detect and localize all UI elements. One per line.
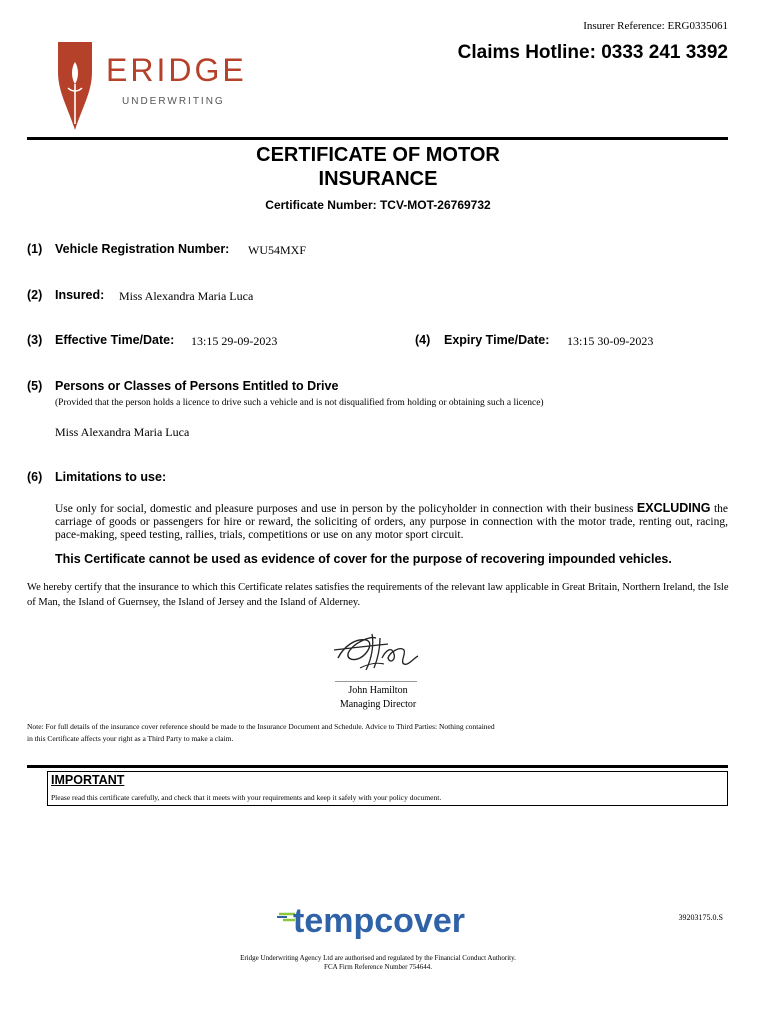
insured-label: Insured: — [55, 288, 105, 302]
vehicle-registration-label: Vehicle Registration Number: — [55, 242, 230, 256]
signature-line — [335, 681, 417, 682]
certificate-number: Certificate Number: TCV-MOT-26769732 — [265, 198, 491, 212]
document-code: 39203175.0.S — [678, 913, 723, 922]
top-divider — [27, 137, 728, 140]
persons-value: Miss Alexandra Maria Luca — [55, 425, 190, 439]
tempcover-wordmark: tempcover — [293, 902, 465, 940]
limitations-text — [55, 502, 728, 542]
expiry-value: 13:15 30-09-2023 — [567, 334, 654, 348]
insurer-reference: Insurer Reference: ERG0335061 — [583, 20, 728, 32]
excluding-keyword: EXCLUDING — [636, 501, 711, 515]
title-line-1: CERTIFICATE OF MOTOR — [256, 144, 500, 166]
item-1-number: (1) — [27, 242, 43, 256]
item-5-number: (5) — [27, 379, 43, 393]
important-text: Please read this certificate carefully, and check that it meets with your requirements and keep it safely with your policy document. — [51, 793, 442, 802]
pen-nib-icon — [58, 42, 92, 130]
limitations-text-end: the carriage of goods or passengers for hire or reward, the soliciting of orders, any purpose in connection with the motor trade, renting out, racing, pace-making, speed testing, rallies, trials, competitions or use on any motor sport circuit. — [55, 503, 728, 541]
certificate-title — [0, 143, 756, 191]
third-party-note: Note: For full details of the insurance cover reference should be made to the Insurance Document and Schedule. Advice to Third Parties: Nothing contained in this Certificate affects your right as a Third Party to make a claim. — [27, 722, 495, 743]
signatory-name: John Hamilton — [348, 685, 408, 696]
persons-proviso: (Provided that the person holds a licence to drive such a vehicle and is not disqualified from holding or obtaining such a licence) — [55, 398, 544, 408]
logo-wordmark: ERIDGE — [106, 52, 247, 88]
tempcover-logo — [277, 902, 477, 946]
effective-value: 13:15 29-09-2023 — [191, 334, 278, 348]
vehicle-registration-value: WU54MXF — [248, 243, 307, 257]
persons-label: Persons or Classes of Persons Entitled to Drive — [55, 379, 339, 393]
signature-image — [330, 628, 422, 678]
limitations-text-start: Use only for social, domestic and pleasure purposes and use in person by the policyholder in connection with their business — [55, 503, 634, 515]
item-2-number: (2) — [27, 288, 43, 302]
item-3-number: (3) — [27, 333, 43, 347]
fca-reference: FCA Firm Reference Number 754644. — [324, 963, 432, 971]
effective-label: Effective Time/Date: — [55, 333, 175, 347]
item-4-number: (4) — [415, 333, 431, 347]
fca-statement: Eridge Underwriting Agency Ltd are authorised and regulated by the Financial Conduct Authority. — [240, 954, 516, 962]
limitations-label: Limitations to use: — [55, 470, 167, 484]
item-6-number: (6) — [27, 470, 43, 484]
logo-subtitle: UNDERWRITING — [122, 96, 225, 107]
title-line-2: INSURANCE — [318, 168, 438, 190]
bottom-divider — [27, 765, 728, 768]
important-title: IMPORTANT — [51, 773, 125, 787]
insured-value: Miss Alexandra Maria Luca — [119, 289, 254, 303]
certification-statement: We hereby certify that the insurance to which this Certificate relates satisfies the requirements of the relevant law applicable in Great Britain, Northern Ireland, the Isle of Man, the Island of Guernsey, the Island of Jersey and the Island of Alderney. — [27, 582, 729, 608]
claims-hotline: Claims Hotline: 0333 241 3392 — [457, 42, 728, 63]
impound-warning: This Certificate cannot be used as evidence of cover for the purpose of recovering impounded vehicles. — [55, 552, 672, 566]
expiry-label: Expiry Time/Date: — [444, 333, 550, 347]
signatory-title: Managing Director — [339, 699, 417, 710]
